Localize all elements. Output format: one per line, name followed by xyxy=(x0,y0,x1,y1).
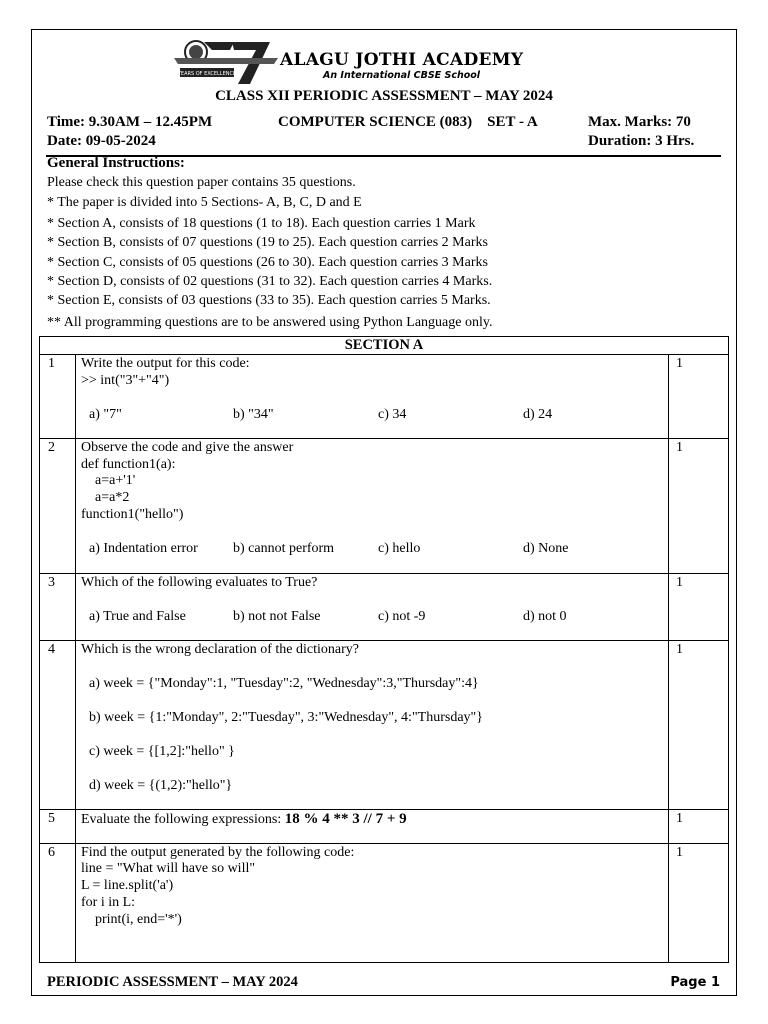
question-number: 4 xyxy=(48,642,55,657)
max-marks: Max. Marks: 70 xyxy=(588,114,691,130)
footer-title: PERIODIC ASSESSMENT – MAY 2024 xyxy=(47,974,298,990)
option-d: d) week = {(1,2):"hello"} xyxy=(89,778,233,793)
option-d: d) 24 xyxy=(523,407,553,422)
option-b: b) week = {1:"Monday", 2:"Tuesday", 3:"Wednesday", 4:"Thursday"} xyxy=(89,710,483,725)
section-a-table xyxy=(39,336,729,963)
question-code: >> int("3"+"4") xyxy=(81,373,170,388)
exam-subject: COMPUTER SCIENCE (083) SET - A xyxy=(278,114,538,130)
question-number: 5 xyxy=(48,811,55,826)
question-code: line = "What will have so will" xyxy=(81,861,256,876)
instruction-line: * Section E, consists of 03 questions (33 to 35). Each question carries 5 Marks. xyxy=(47,293,491,308)
option-d: d) not 0 xyxy=(523,609,567,624)
question-text: Write the output for this code: xyxy=(81,356,250,371)
question-row xyxy=(40,641,728,810)
school-subtitle: An International CBSE School xyxy=(323,70,481,81)
school-logo xyxy=(174,38,278,86)
instructions-heading: General Instructions: xyxy=(47,155,185,171)
exam-duration: Duration: 3 Hrs. xyxy=(588,133,695,149)
exam-date: Date: 09-05-2024 xyxy=(47,133,156,149)
instruction-line: * Section C, consists of 05 questions (26 to 30). Each question carries 3 Marks xyxy=(47,255,488,270)
instruction-line: * Section A, consists of 18 questions (1 to 18). Each question carries 1 Mark xyxy=(47,216,476,231)
question-marks: 1 xyxy=(676,575,683,590)
svg-text:17: 17 xyxy=(222,51,228,56)
question-marks: 1 xyxy=(676,642,683,657)
question-text: Which of the following evaluates to True? xyxy=(81,575,318,590)
page-number: Page 1 xyxy=(670,975,720,990)
option-a: a) week = {"Monday":1, "Tuesday":2, "Wednesday":3,"Thursday":4} xyxy=(89,676,479,691)
question-number: 6 xyxy=(48,845,55,860)
question-marks: 1 xyxy=(676,845,683,860)
question-text: Observe the code and give the answer xyxy=(81,440,294,455)
instruction-line: * Section B, consists of 07 questions (19 to 25). Each question carries 2 Marks xyxy=(47,235,488,250)
question-text xyxy=(81,811,407,828)
question-row xyxy=(40,439,728,574)
question-prefix: Evaluate the following expressions: xyxy=(81,812,285,827)
question-row xyxy=(40,574,728,641)
question-code: def function1(a): xyxy=(81,457,176,472)
question-code: print(i, end='*') xyxy=(81,912,182,927)
question-text: Which is the wrong declaration of the dictionary? xyxy=(81,642,359,657)
exam-title: CLASS XII PERIODIC ASSESSMENT – MAY 2024 xyxy=(215,88,553,104)
question-text: Find the output generated by the following code: xyxy=(81,845,355,860)
svg-text:YEARS OF EXCELLENCE: YEARS OF EXCELLENCE xyxy=(177,71,237,77)
option-c: c) week = {[1,2]:"hello" } xyxy=(89,744,235,759)
question-marks: 1 xyxy=(676,440,683,455)
exam-time: Time: 9.30AM – 12.45PM xyxy=(47,114,213,130)
question-number: 3 xyxy=(48,575,55,590)
option-c: c) hello xyxy=(378,541,421,556)
question-row xyxy=(40,355,728,439)
question-row xyxy=(40,810,728,844)
option-a: a) True and False xyxy=(89,609,186,624)
question-code: L = line.split('a') xyxy=(81,878,174,893)
school-name: ALAGU JOTHI ACADEMY xyxy=(280,50,524,70)
option-c: c) 34 xyxy=(378,407,407,422)
question-code: a=a+'1' xyxy=(81,473,136,488)
instruction-line: Please check this question paper contains 35 questions. xyxy=(47,175,356,190)
question-marks: 1 xyxy=(676,811,683,826)
option-b: b) "34" xyxy=(233,407,274,422)
option-a: a) "7" xyxy=(89,407,122,422)
question-number: 1 xyxy=(48,356,55,371)
instruction-line: ** All programming questions are to be answered using Python Language only. xyxy=(47,315,493,330)
option-b: b) cannot perform xyxy=(233,541,335,556)
instruction-line: * Section D, consists of 02 questions (31 to 32). Each question carries 4 Marks. xyxy=(47,274,493,289)
option-c: c) not -9 xyxy=(378,609,426,624)
question-code: a=a*2 xyxy=(81,490,130,505)
question-code: function1("hello") xyxy=(81,507,184,522)
question-expression: 18 % 4 ** 3 // 7 + 9 xyxy=(284,811,407,827)
option-a: a) Indentation error xyxy=(89,541,198,556)
question-row xyxy=(40,844,728,962)
question-code: for i in L: xyxy=(81,895,136,910)
section-heading: SECTION A xyxy=(40,337,728,355)
option-d: d) None xyxy=(523,541,569,556)
instruction-line: * The paper is divided into 5 Sections- A, B, C, D and E xyxy=(47,195,362,210)
question-marks: 1 xyxy=(676,356,683,371)
question-number: 2 xyxy=(48,440,55,455)
option-b: b) not not False xyxy=(233,609,321,624)
